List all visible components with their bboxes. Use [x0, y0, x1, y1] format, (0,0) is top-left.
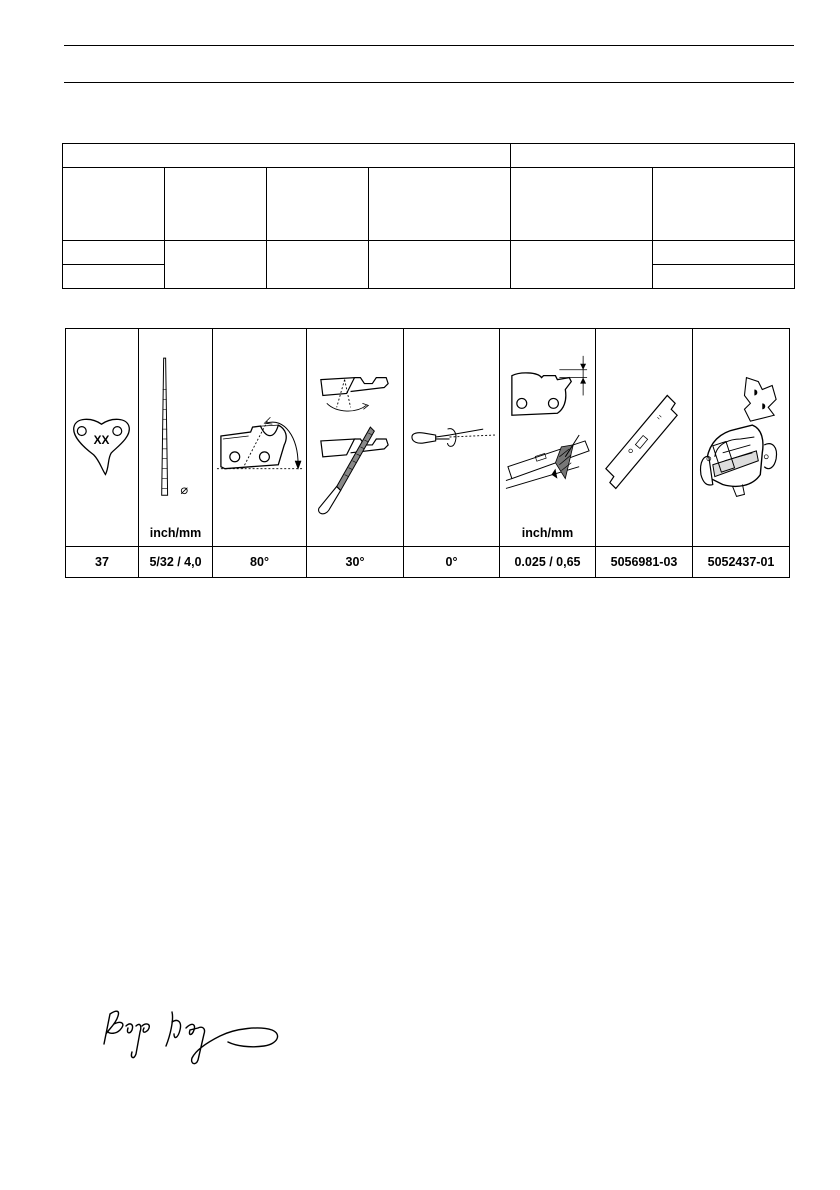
diameter-symbol: ⌀	[180, 483, 189, 499]
depth-gauge-unit: inch/mm	[521, 526, 574, 540]
spec-cell	[653, 168, 795, 241]
spec-cell	[165, 168, 267, 241]
file-guide-cell	[693, 329, 790, 547]
spec-cell	[165, 241, 267, 289]
spec-cell	[653, 241, 795, 265]
round-file-icon	[139, 329, 212, 546]
top-plate-filing-angle-icon	[213, 329, 306, 546]
depth-gauge-tool-icon	[596, 329, 692, 546]
specification-table	[62, 143, 795, 289]
file-angle-value: 30°	[307, 547, 404, 578]
file-angle-icon	[307, 329, 403, 546]
drive-link-cell	[66, 329, 139, 547]
depth-gauge-tool-cell	[596, 329, 693, 547]
spec-header-cell	[511, 144, 795, 168]
file-holder-icon	[404, 329, 499, 546]
header-rule-bottom	[64, 82, 794, 83]
spec-cell	[511, 168, 653, 241]
drive-link-count: 37	[66, 547, 139, 578]
depth-gauge-setting-icon	[500, 329, 595, 546]
file-guide-part-number: 5052437-01	[693, 547, 790, 578]
spec-cell	[511, 241, 653, 289]
spec-cell	[369, 241, 511, 289]
chain-drive-link-icon	[66, 329, 138, 546]
spec-cell	[267, 241, 369, 289]
handwritten-signature	[96, 1000, 286, 1070]
file-angle-cell	[307, 329, 404, 547]
top-plate-angle-value: 80°	[213, 547, 307, 578]
depth-gauge-value: 0.025 / 0,65	[500, 547, 596, 578]
file-holder-cell	[404, 329, 500, 547]
drive-link-mark: XX	[93, 432, 110, 447]
spec-cell	[63, 168, 165, 241]
spec-cell	[63, 241, 165, 265]
depth-gauge-setting-cell	[500, 329, 596, 547]
sharpening-table	[65, 328, 790, 578]
top-plate-angle-cell	[213, 329, 307, 547]
spec-cell	[369, 168, 511, 241]
depth-gauge-tool-part-number: 5056981-03	[596, 547, 693, 578]
file-holder-angle-value: 0°	[404, 547, 500, 578]
spec-cell	[653, 265, 795, 289]
file-guide-icon	[693, 329, 789, 546]
spec-cell	[267, 168, 369, 241]
file-diameter-unit: inch/mm	[149, 526, 202, 540]
round-file-cell	[139, 329, 213, 547]
header-rule-top	[64, 45, 794, 46]
spec-header-cell	[63, 144, 511, 168]
spec-cell	[63, 265, 165, 289]
file-diameter-value: 5/32 / 4,0	[139, 547, 213, 578]
